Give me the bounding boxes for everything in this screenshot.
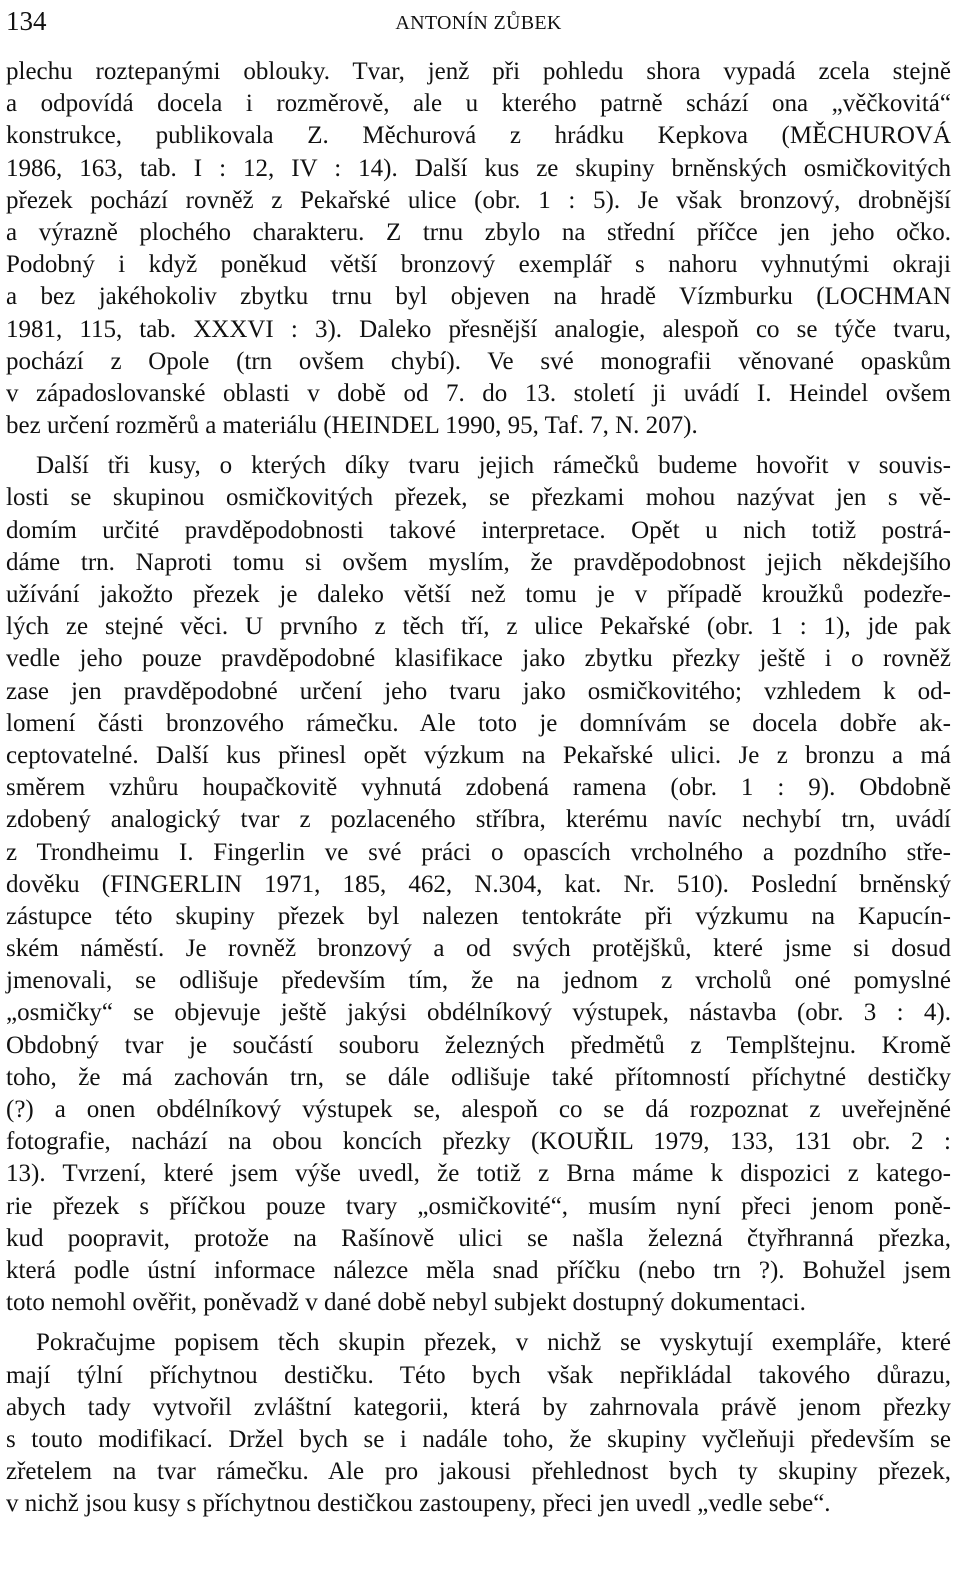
body-text	[6, 56, 951, 1520]
text-line: bez určení rozměrů a materiálu (HEINDEL 1990, 95, Taf. 7, N. 207).	[6, 412, 698, 440]
text-line: (?) a onen obdélníkový výstupek se, alespoň co se dá rozpoznat z uveřejněné	[6, 1096, 951, 1123]
text-line: lomení části bronzového rámečku. Ale toto je domnívám se docela dobře ak-	[6, 709, 951, 737]
text-line: lých ze stejné věci. U prvního z těch tří, z ulice Pekařské (obr. 1 : 1), jde pak	[6, 613, 951, 641]
text-line: přezek pochází rovněž z Pekařské ulice (obr. 1 : 5). Je však bronzový, drobnější	[6, 186, 951, 214]
text-line: zdobený analogický tvar z pozlaceného stříbra, kterému navíc nechybí trn, uvádí	[6, 806, 951, 834]
text-line: kud poopravit, protože na Rašínově ulici se našla železná čtyřhranná přezka,	[6, 1224, 951, 1252]
text-line: a bez jakéhokoliv zbytku trnu byl objeven na hradě Vízmburku (LOCHMAN	[6, 283, 951, 311]
text-line: ském náměstí. Je rovněž bronzový a od svých protějšků, které jsme si dosud	[6, 935, 951, 963]
text-line: Pokračujme popisem těch skupin přezek, v nichž se vyskytují exempláře, které	[36, 1329, 951, 1357]
paragraph	[6, 1327, 951, 1520]
paragraph	[6, 56, 951, 442]
text-line: zástupce této skupiny přezek byl nalezen tentokráte při výzkumu na Kapucín-	[6, 902, 951, 930]
text-line: abych tady vytvořil zvláštní kategorii, která by zahrnovala právě jenom přezky	[6, 1393, 951, 1421]
text-line: s touto modifikací. Držel bych se i nadále toho, že skupiny vyčleňuji především se	[6, 1425, 951, 1453]
text-line: „osmičky“ se objevuje ještě jakýsi obdélníkový výstupek, nástavba (obr. 3 : 4).	[6, 999, 951, 1027]
text-line: z Trondheimu I. Fingerlin ve své práci o opascích vrcholného a pozdního stře-	[6, 838, 951, 866]
text-line: vedle jeho pouze pravděpodobné klasifikace jako zbytku přezky ještě i o rovněž	[6, 645, 951, 673]
running-title: ANTONÍN ZŮBEK	[395, 12, 562, 34]
text-line: ceptovatelné. Další kus přinesl opět výzkum na Pekařské ulici. Je z bronzu a má	[6, 741, 951, 769]
text-line: rie přezek s příčkou pouze tvary „osmičkovité“, musím nyní přeci jenom poně-	[6, 1192, 951, 1220]
text-line: Obdobný tvar je součástí souboru železných předmětů z Templštejnu. Kromě	[6, 1031, 951, 1059]
text-line: toto nemohl ověřit, poněvadž v dané době nebyl subjekt dostupný dokumentaci.	[6, 1289, 806, 1317]
text-line: a odpovídá docela i rozměrově, ale u kterého patrně schází ona „věčkovitá“	[6, 90, 951, 118]
text-line: dáme trn. Naproti tomu si ovšem myslím, že pravděpodobnost jejich někdejšího	[6, 548, 951, 576]
text-line: pochází z Opole (trn ovšem chybí). Ve své monografii věnované opaskům	[6, 347, 951, 375]
text-line: zřetelem na tvar rámečku. Ale pro jakousi přehlednost bych ty skupiny přezek,	[6, 1458, 951, 1486]
text-line: konstrukce, publikovala Z. Měchurová z hrádku Kepkova (MĚCHUROVÁ	[6, 122, 951, 150]
text-line: v západoslovanské oblasti v době od 7. do 13. století ji uvádí I. Heindel ovšem	[6, 379, 951, 407]
page-number: 134	[6, 6, 47, 36]
text-line: v nichž jsou kusy s příchytnou destičkou zastoupeny, přeci jen uvedl „vedle sebe“.	[6, 1490, 831, 1518]
text-line: Podobný i když poněkud větší bronzový exemplář s nahoru vyhnutými okraji	[6, 251, 951, 279]
text-line: 13). Tvrzení, které jsem výše uvedl, že totiž z Brna máme k dispozici z katego-	[6, 1160, 951, 1188]
text-line: losti se skupinou osmičkovitých přezek, se přezkami mohou nazývat jen s vě-	[6, 484, 951, 512]
text-line: zase jen pravděpodobné určení jeho tvaru jako osmičkovitého; vzhledem k od-	[6, 677, 951, 705]
text-line: 1981, 115, tab. XXXVI : 3). Daleko přesnější analogie, alespoň co se týče tvaru,	[6, 315, 951, 343]
text-line: která podle ústní informace nálezce měla snad příčku (nebo trn ?). Bohužel jsem	[6, 1256, 951, 1284]
text-line: 1986, 163, tab. I : 12, IV : 14). Další kus ze skupiny brněnských osmičkovitých	[6, 154, 951, 182]
text-line: domím určité pravděpodobnosti takové interpretace. Opět u nich totiž postrá-	[6, 516, 951, 544]
text-line: a výrazně plochého charakteru. Z trnu zbylo na střední příčce jen jeho očko.	[6, 218, 951, 246]
text-line: Další tři kusy, o kterých díky tvaru jejich rámečků budeme hovořit v souvis-	[36, 452, 951, 480]
text-line: toho, že má zachován trn, se dále odlišuje také přítomností příchytné destičky	[6, 1063, 951, 1091]
text-line: jmenovali, se odlišuje především tím, že na jednom z vrcholů oné pomyslné	[6, 967, 951, 995]
running-header	[6, 6, 951, 36]
text-line: mají týlní příchytnou destičku. Této bych však nepřikládal takového důrazu,	[6, 1361, 951, 1389]
text-line: dověku (FINGERLIN 1971, 185, 462, N.304, kat. Nr. 510). Poslední brněnský	[6, 870, 951, 898]
text-line: fotografie, nachází na obou koncích přezky (KOUŘIL 1979, 133, 131 obr. 2 :	[6, 1128, 951, 1156]
text-line: směrem vzhůru houpačkovitě vyhnutá zdobená ramena (obr. 1 : 9). Obdobně	[6, 774, 951, 802]
text-line: plechu roztepanými oblouky. Tvar, jenž při pohledu shora vypadá zcela stejně	[6, 58, 951, 85]
text-line: užívání jakožto přezek je daleko větší než tomu je v případě kroužků podezře-	[6, 581, 951, 608]
paragraph	[6, 450, 951, 1319]
